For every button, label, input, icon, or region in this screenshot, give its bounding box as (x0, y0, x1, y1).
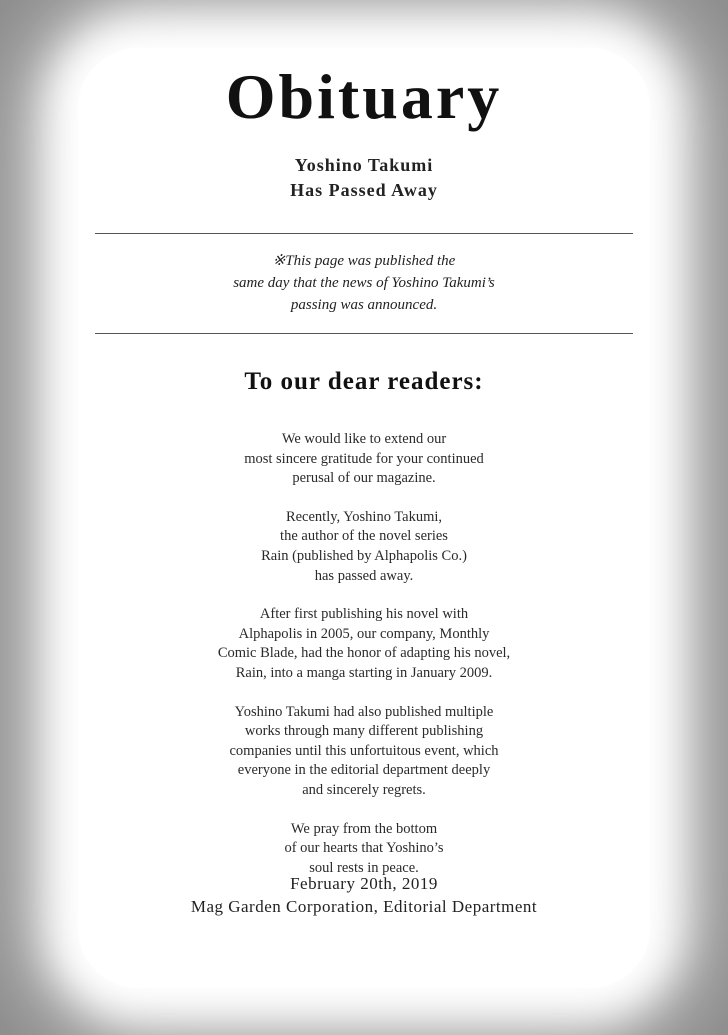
paragraph (0, 430, 728, 489)
letter-body (0, 430, 728, 897)
divider-bottom (95, 333, 633, 334)
divider-top (95, 233, 633, 234)
text-line: of our hearts that Yoshino’s (284, 840, 444, 857)
text-line: the author of the novel series (280, 528, 448, 545)
subtitle (0, 153, 728, 203)
text-line: everyone in the editorial department deeply (237, 762, 491, 779)
subtitle-line: Yoshino Takumi (294, 155, 434, 175)
text-line: Comic Blade, had the honor of adapting his novel, (217, 645, 511, 662)
signature-block (0, 872, 728, 918)
paragraph (0, 605, 728, 683)
text-line: companies until this unfortuitous event, which (229, 742, 499, 759)
text-line: Recently, Yoshino Takumi, (285, 508, 443, 525)
note-line: same day that the news of Yoshino Takumi’s (233, 275, 495, 291)
text-line: and sincerely regrets. (302, 781, 426, 798)
note-line: passing was announced. (290, 297, 438, 313)
text-line: perusal of our magazine. (292, 470, 436, 487)
text-line: After first publishing his novel with (259, 606, 469, 623)
text-line: has passed away. (314, 567, 414, 584)
text-line: Rain, into a manga starting in January 2009. (235, 664, 493, 681)
text-line: Alphapolis in 2005, our company, Monthly (238, 625, 490, 642)
text-line: most sincere gratitude for your continued (244, 450, 484, 467)
text-line: We would like to extend our (281, 431, 447, 447)
section-heading: To our dear readers: (244, 368, 484, 395)
text-line: Rain (published by Alphapolis Co.) (261, 547, 467, 564)
paragraph (0, 703, 728, 801)
publication-note (0, 250, 728, 316)
page-title: Obituary (225, 61, 503, 132)
note-line: ※This page was published the (272, 253, 456, 269)
text-line: works through many different publishing (244, 723, 484, 740)
paragraph (0, 508, 728, 586)
signature-date: February 20th, 2019 (290, 874, 438, 893)
paragraph (0, 820, 728, 879)
text-line: soul rests in peace. (309, 859, 419, 876)
signature-organization: Mag Garden Corporation, Editorial Department (190, 897, 538, 916)
text-line: We pray from the bottom (290, 820, 438, 837)
subtitle-line: Has Passed Away (290, 180, 438, 200)
text-line: Yoshino Takumi had also published multiple (234, 703, 494, 720)
